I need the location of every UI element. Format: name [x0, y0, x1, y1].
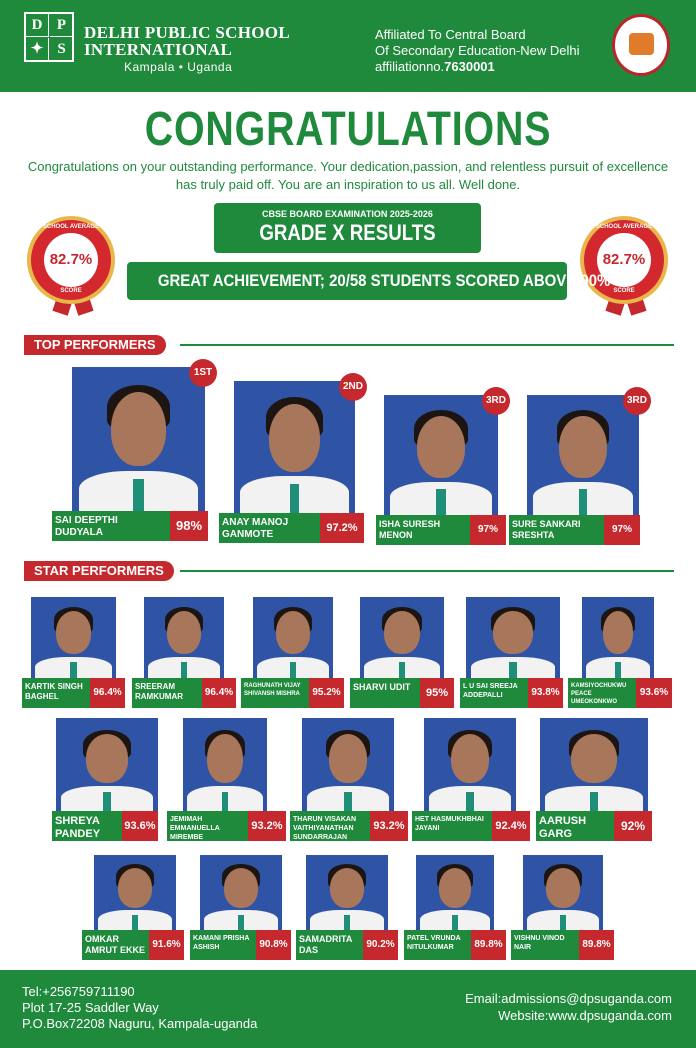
student-photo	[144, 597, 224, 682]
student-percentage: 93.6%	[636, 678, 672, 708]
star-card	[568, 597, 672, 714]
student-photo	[302, 718, 394, 815]
badge-value: 82.7%	[44, 233, 98, 287]
badge-top-label: SCHOOL AVERAGE	[42, 224, 100, 230]
school-location: Kampala • Uganda	[124, 60, 233, 74]
footer-tel: Tel:+256759711190	[22, 984, 135, 999]
student-name: JEMIMAH EMMANUELLA MIREMBE	[167, 811, 248, 841]
rank-badge: 1ST	[189, 359, 217, 387]
student-photo	[253, 597, 333, 682]
exam-name: CBSE BOARD EXAMINATION 2025-2026	[262, 209, 433, 219]
student-photo	[466, 597, 560, 682]
student-percentage: 92%	[614, 811, 652, 841]
student-photo	[72, 367, 205, 515]
student-photo	[360, 597, 444, 682]
star-card	[241, 597, 344, 714]
student-name: SHARVI UDIT	[350, 678, 420, 708]
student-name: ISHA SURESH MENON	[376, 515, 470, 545]
student-name: SHREYA PANDEY	[52, 811, 122, 841]
top-card	[219, 381, 365, 549]
school-name-line1: DELHI PUBLIC SCHOOL	[84, 23, 290, 42]
student-photo	[384, 395, 498, 519]
student-photo	[31, 597, 116, 682]
student-percentage: 96.4%	[90, 678, 125, 708]
rank-badge: 3RD	[482, 387, 510, 415]
header-banner	[0, 0, 696, 92]
section-star-performers: STAR PERFORMERS	[24, 561, 174, 581]
badge-bottom-label: SCORE	[60, 288, 82, 294]
student-name: ANAY MANOJ GANMOTE	[219, 513, 320, 543]
student-percentage: 96.4%	[202, 678, 236, 708]
footer-contact	[22, 984, 257, 1032]
footer	[0, 970, 696, 1048]
top-card	[52, 367, 213, 547]
logo-letter-s: S	[57, 41, 66, 57]
cbse-seal-icon	[612, 14, 670, 76]
student-percentage: 90.2%	[363, 930, 398, 960]
badge-value: 82.7%	[597, 233, 651, 287]
student-percentage: 89.8%	[471, 930, 506, 960]
star-card	[132, 597, 236, 714]
student-percentage: 97%	[604, 515, 640, 545]
star-card	[190, 855, 291, 966]
footer-email: Email:admissions@dpsuganda.com	[465, 991, 672, 1006]
footer-website: Website:www.dpsuganda.com	[498, 1008, 672, 1023]
student-percentage: 97%	[470, 515, 506, 545]
student-photo	[416, 855, 494, 934]
top-card	[509, 395, 647, 551]
student-photo	[200, 855, 282, 934]
student-percentage: 93.8%	[528, 678, 563, 708]
footer-address1: Plot 17-25 Saddler Way	[22, 1000, 159, 1015]
student-photo	[183, 718, 267, 815]
affiliation-line3	[375, 59, 580, 75]
affiliation-line1: Affiliated To Central Board	[375, 27, 526, 42]
affiliation-info	[375, 27, 580, 75]
student-photo	[523, 855, 603, 934]
footer-address2: P.O.Box72208 Naguru, Kampala-uganda	[22, 1016, 258, 1031]
logo-lamp-icon: ✦	[26, 38, 49, 61]
badge-bottom-label: SCORE	[613, 288, 635, 294]
student-name: L U SAI SREEJA ADDEPALLI	[460, 678, 528, 708]
achievement-banner	[127, 262, 611, 300]
star-card	[412, 718, 530, 847]
student-photo	[540, 718, 648, 815]
grade-results-box	[214, 203, 481, 253]
student-percentage: 97.2%	[320, 513, 364, 543]
affiliation-line2: Of Secondary Education-New Delhi	[375, 43, 580, 58]
logo-letter-p: P	[50, 14, 73, 37]
student-name: SURE SANKARI SRESHTA	[509, 515, 604, 545]
affiliation-prefix: affiliationno.	[375, 59, 445, 74]
student-percentage: 89.8%	[579, 930, 614, 960]
student-name: SAI DEEPTHI DUDYALA	[52, 511, 170, 541]
student-name: KAMANI PRISHA ASHISH	[190, 930, 256, 960]
student-photo	[582, 597, 654, 682]
star-card	[296, 855, 398, 966]
student-name: SREERAM RAMKUMAR	[132, 678, 202, 708]
student-photo	[234, 381, 355, 517]
star-card	[460, 597, 563, 714]
star-card	[52, 718, 158, 847]
star-card	[290, 718, 408, 847]
star-card	[536, 718, 652, 847]
student-percentage: 92.4%	[492, 811, 530, 841]
section-divider	[180, 570, 674, 572]
student-photo	[306, 855, 388, 934]
logo-letter-d: D	[26, 14, 49, 37]
school-name-line2: INTERNATIONAL	[84, 40, 233, 59]
student-name: HET HASMUKHBHAI JAYANI	[412, 811, 492, 841]
achievement-text: GREAT ACHIEVEMENT; 20/58 STUDENTS SCORED ABOVE 90%	[157, 271, 611, 290]
star-card	[167, 718, 286, 847]
student-name: KARTIK SINGH BAGHEL	[22, 678, 90, 708]
star-card	[350, 597, 454, 714]
student-name: KAMSIYOCHUKWU PEACE UMEOKONKWO	[568, 678, 636, 708]
student-percentage: 93.2%	[370, 811, 408, 841]
student-name: THARUN VISAKAN VAITHIYANATHAN SUNDARRAJAN	[290, 811, 370, 841]
section-top-performers: TOP PERFORMERS	[24, 335, 166, 355]
student-name: VISHNU VINOD NAIR	[511, 930, 579, 960]
rank-badge: 2ND	[339, 373, 367, 401]
footer-online	[465, 990, 672, 1024]
school-average-badge-left	[27, 216, 117, 326]
student-percentage: 98%	[170, 511, 208, 541]
badge-top-label: SCHOOL AVERAGE	[595, 224, 653, 230]
school-name	[84, 25, 290, 57]
student-photo	[56, 718, 158, 815]
intro-text: Congratulations on your outstanding performance. Your dedication,passion, and relentless pursuit of excellence has truly paid off. You are an inspiration to us all. Well done.	[27, 159, 669, 192]
student-percentage: 93.6%	[122, 811, 158, 841]
star-card	[511, 855, 614, 966]
student-name: PATEL VRUNDA NITULKUMAR	[404, 930, 471, 960]
student-percentage: 95%	[420, 678, 454, 708]
student-percentage: 91.6%	[149, 930, 184, 960]
star-card	[22, 597, 126, 714]
student-percentage: 93.2%	[248, 811, 286, 841]
affiliation-number: 7630001	[444, 59, 495, 74]
section-divider	[180, 344, 674, 346]
student-name: RAGHUNATH VIJAY SHIVANSH MISHRA	[241, 678, 309, 708]
student-name: OMKAR AMRUT EKKE	[82, 930, 149, 960]
school-logo	[24, 12, 74, 62]
student-percentage: 95.2%	[309, 678, 344, 708]
student-name: AARUSH GARG	[536, 811, 614, 841]
star-card	[404, 855, 506, 966]
top-card	[376, 395, 506, 551]
student-percentage: 90.8%	[256, 930, 291, 960]
student-photo	[424, 718, 516, 815]
student-photo	[527, 395, 639, 519]
student-photo	[94, 855, 176, 934]
grade-title: GRADE X RESULTS	[259, 220, 436, 245]
star-card	[82, 855, 184, 966]
rank-badge: 3RD	[623, 387, 651, 415]
page-title: CONGRATULATIONS	[144, 103, 552, 156]
student-name: SAMADRITA DAS	[296, 930, 363, 960]
